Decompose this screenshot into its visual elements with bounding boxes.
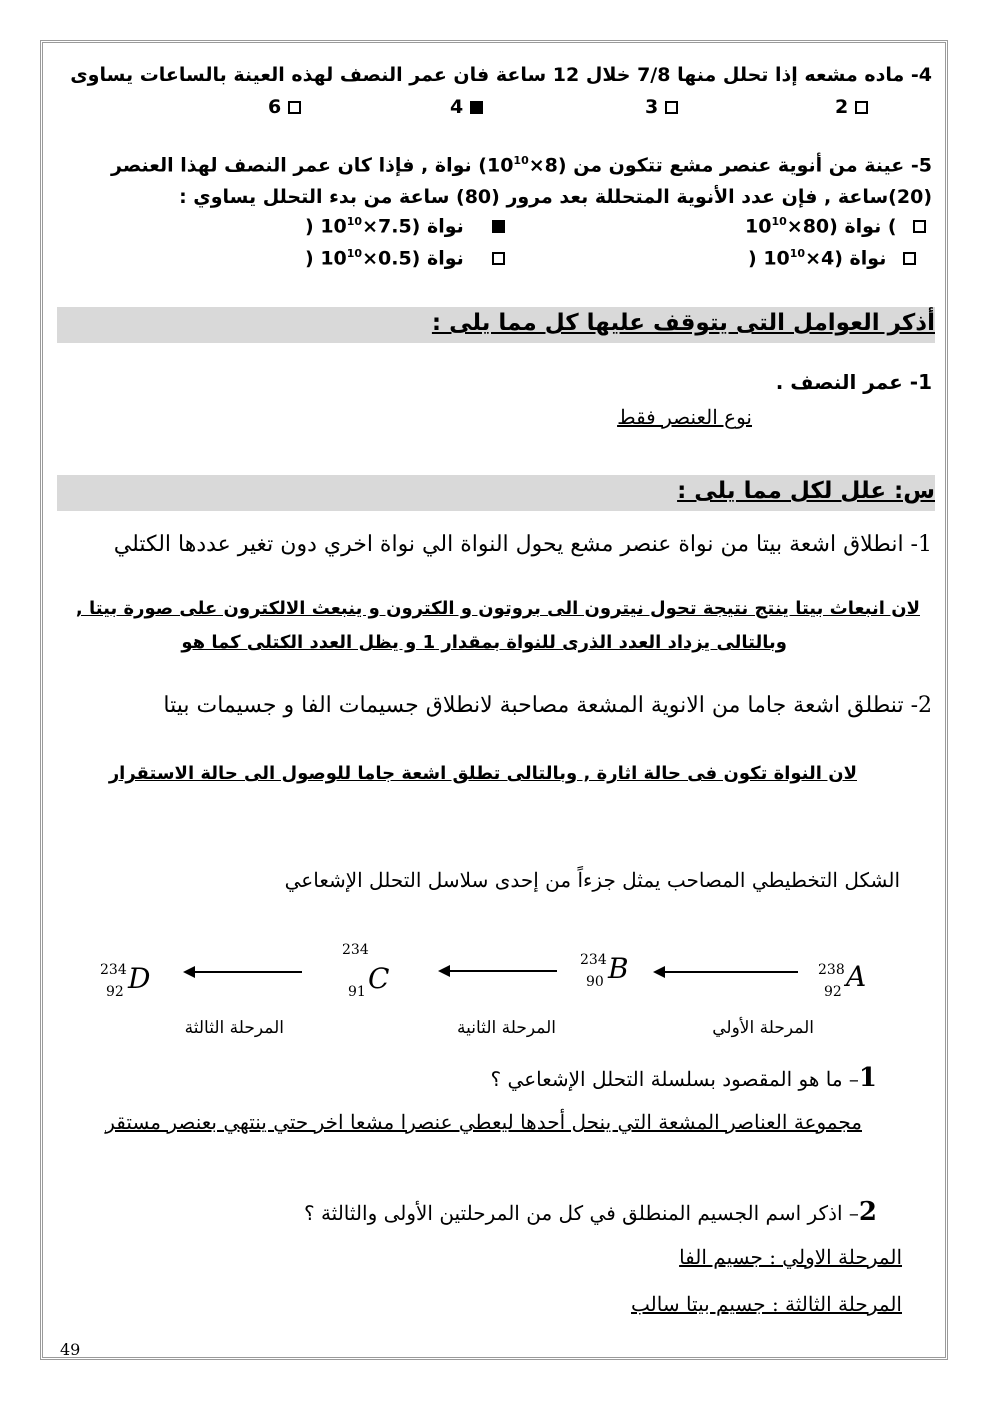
chain-answer-2-1: المرحلة الاولي : جسيم الفا <box>679 1245 902 1269</box>
q5-line1-start: 5- عينة من أنوية عنصر مشع تتكون من (8×10 <box>486 154 932 177</box>
stage-label-3: المرحلة الثالثة <box>184 1018 284 1038</box>
factors-item: 1- عمر النصف . <box>775 370 932 394</box>
chain-question-1 <box>491 1063 877 1093</box>
arrow-icon <box>655 971 798 973</box>
checkbox-icon <box>288 101 301 114</box>
arrow-icon <box>185 971 302 973</box>
q5-option-4[interactable] <box>305 247 505 269</box>
section-header-factors <box>57 307 935 343</box>
checkbox-icon <box>492 252 505 265</box>
stage-label-1: المرحلة الأولي <box>712 1018 814 1038</box>
chain-question-2-text: – اذكر اسم الجسيم المنطلق في كل من المرحلتين الأولى والثالثة ؟ <box>303 1201 859 1225</box>
q5-option-2[interactable] <box>305 215 505 237</box>
q5-option-3-base: (4×10 <box>763 247 843 270</box>
q5-line1 <box>111 154 932 176</box>
q4-option-4-label: 6 <box>268 96 282 118</box>
reason-answer-1-line1: لان انبعاث بيتا ينتج نتيجة تحول نيترون الى بروتون و الكترون و ينبعث الالكترون على صورة بيتا , <box>75 598 920 619</box>
q4-text: 4- ماده مشعه إذا تحلل منها 7/8 خلال 12 ساعة فان عمر النصف لهذه العينة بالساعات يساوى <box>70 64 932 86</box>
q5-option-2-exp: 10 <box>346 215 363 228</box>
nuclide-D-atomic: 92 <box>106 984 124 1000</box>
reason-answer-2: لان النواة تكون فى حالة اثارة , وبالتالى تطلق اشعة جاما للوصول الى حالة الاستقرار <box>108 763 857 784</box>
q5-option-1-exp: 10 <box>771 215 787 228</box>
chain-question-2 <box>304 1197 877 1227</box>
q5-option-3-unit: ) نواة <box>748 247 887 270</box>
q4-option-2[interactable] <box>645 96 678 118</box>
page-number: 49 <box>60 1340 81 1359</box>
q5-option-3[interactable] <box>748 247 916 269</box>
checked-checkbox-icon <box>492 220 505 233</box>
q5-option-1-unit: ) نواة <box>844 215 897 238</box>
section-header-reasons-text: س: علل لكل مما يلى : <box>677 478 935 504</box>
diagram-intro: الشكل التخطيطي المصاحب يمثل جزءاً من إحدى سلاسل التحلل الإشعاعي <box>284 868 900 892</box>
nuclide-C-symbol: C <box>368 962 390 995</box>
nuclide-D-mass: 234 <box>100 962 127 978</box>
q5-line2: (20)ساعة , فإن عدد الأنوية المتحللة بعد مرور (80) ساعة من بدء التحلل يساوي : <box>179 186 932 208</box>
q5-option-1[interactable] <box>745 215 926 237</box>
reason-answer-1-line2: وبالتالى يزداد العدد الذرى للنواة بمقدار 1 و يظل العدد الكتلى كما هو <box>181 632 787 653</box>
chain-question-2-number: 2 <box>858 1197 877 1227</box>
q5-line1-exp: 10 <box>513 154 529 167</box>
section-header-reasons <box>57 475 935 511</box>
section-header-factors-text: أذكر العوامل التى يتوقف عليها كل مما يلى : <box>431 310 935 336</box>
nuclide-A-mass: 238 <box>818 962 845 978</box>
q4-option-1-label: 2 <box>835 96 849 118</box>
nuclide-A-atomic: 92 <box>824 984 842 1000</box>
checked-checkbox-icon <box>470 101 483 114</box>
q5-option-4-base: (0.5×10 <box>320 247 421 270</box>
q5-option-4-unit: ) نواة <box>305 247 464 270</box>
nuclide-B-symbol: B <box>608 952 629 985</box>
stage-label-2: المرحلة الثانية <box>457 1018 556 1038</box>
nuclide-A-symbol: A <box>846 960 867 993</box>
checkbox-icon <box>665 101 678 114</box>
q5-option-4-exp: 10 <box>346 247 363 260</box>
nuclide-C-atomic: 91 <box>348 984 366 1000</box>
q5-option-2-base: (7.5×10 <box>320 215 421 238</box>
q5-option-1-base: (80×10 <box>745 215 838 238</box>
arrow-icon <box>440 970 557 972</box>
nuclide-C-mass: 234 <box>342 942 369 958</box>
q4-option-2-label: 3 <box>645 96 659 118</box>
q4-option-3[interactable] <box>450 96 483 118</box>
reason-item-1: 1- انطلاق اشعة بيتا من نواة عنصر مشع يحول النواة الي نواة اخري دون تغير عددها الكتلي <box>113 532 932 557</box>
q5-option-2-unit: ) نواة <box>305 215 464 238</box>
nuclide-B-mass: 234 <box>580 952 607 968</box>
checkbox-icon <box>903 252 916 265</box>
reason-item-2: 2- تنطلق اشعة جاما من الانوية المشعة مصاحبة لانطلاق جسيمات الفا و جسيمات بيتا <box>163 693 932 718</box>
nuclide-B-atomic: 90 <box>586 974 604 990</box>
chain-answer-2-2: المرحلة الثالثة : جسيم بيتا سالب <box>631 1292 902 1316</box>
nuclide-D-symbol: D <box>128 962 151 995</box>
factors-answer: نوع العنصر فقط <box>617 405 752 429</box>
chain-answer-1: مجموعة العناصر المشعة التي ينحل أحدها ليعطي عنصرا مشعا اخر حتي ينتهي بعنصر مستقر <box>105 1110 862 1134</box>
chain-question-1-text: – ما هو المقصود بسلسلة التحلل الإشعاعي ؟ <box>490 1067 859 1091</box>
q5-option-3-exp: 10 <box>789 247 806 260</box>
q4-option-4[interactable] <box>268 96 301 118</box>
q5-line1-end: ) نواة , فإذا كان عمر النصف لهذا العنصر <box>111 154 487 177</box>
checkbox-icon <box>855 101 868 114</box>
q4-option-3-label: 4 <box>450 96 464 118</box>
chain-question-1-number: 1 <box>858 1063 877 1093</box>
q4-option-1[interactable] <box>835 96 868 118</box>
checkbox-icon <box>913 220 926 233</box>
